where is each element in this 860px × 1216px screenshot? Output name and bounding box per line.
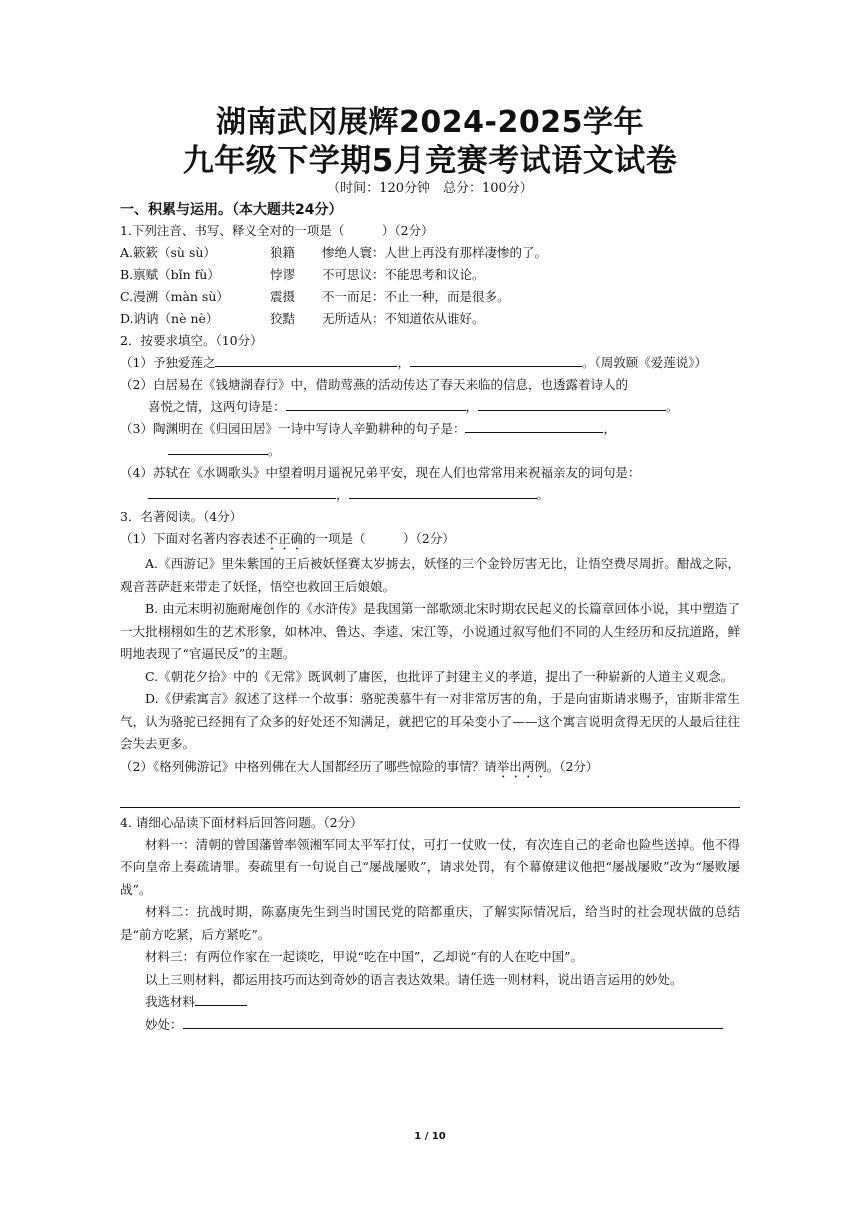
section-heading: 一、积累与运用。（本大题共24分） — [120, 202, 343, 218]
q3-sub1-emphasis: 不正确 — [265, 531, 303, 546]
exam-title-line2: 九年级下学期5月竞赛考试语文试卷 — [182, 143, 678, 179]
q2-part2-line1: （2）白居易在《钱塘湖春行》中，借助莺燕的活动传达了春天来临的信息，也透露着诗人的 — [120, 377, 628, 392]
q4-choose-line — [120, 991, 740, 1014]
q3-option-b: B. 由元末明初施耐庵创作的《水浒传》是我国第一部歌颂北宋时期农民起义的长篇章回体小说，其中塑造了一大批栩栩如生的艺术形象，如林冲、鲁达、李逵、宋江等，小说通过叙写他们不同的人生经历和反抗道路，鲜明地表现了“官逼民反”的主题。 — [120, 601, 740, 661]
answer-blank[interactable] — [215, 352, 397, 367]
q4-material-2: 材料二：抗战时期，陈嘉庚先生到当时国民党的陪都重庆，了解实际情况后，给当时的社会现状做的总结是“前方吃紧，后方紧吃”。 — [120, 904, 740, 942]
q4-effect-label: 妙处： — [145, 1016, 183, 1032]
q1-option-word: A.簌簌（sù sù） — [120, 245, 216, 260]
q1-option-word: D.讷讷（nè nè） — [120, 311, 219, 326]
answer-blank[interactable] — [465, 418, 603, 433]
q4-material-1: 材料一：清朝的曾国藩曾率领湘军同太平军打仗，可打一仗败一仗，有次连自己的老命也险些送掉。他不得不向皇帝上奏疏请罪。奏疏里有一句说自己“屡战屡败”，请求处罚，有个幕僚建议他把“屡战屡败”改为“屡败屡战”。 — [120, 836, 740, 897]
q3-sub2-emphasis: 举出两例 — [496, 758, 547, 774]
q1-stem: 1.下列注音、书写、释义全对的一项是（ ）（2分） — [120, 223, 434, 238]
exam-subtitle: （时间：120分钟 总分：100分） — [327, 181, 533, 196]
q1-option-def: 无所适从：不知道依从谁好。 — [322, 311, 485, 326]
answer-blank[interactable] — [183, 1014, 723, 1029]
q2-part2-line2: 喜悦之情，这两句诗是： ， 。 — [120, 396, 740, 418]
q2-part1-suffix: 。（周敦颐《爱莲说》） — [581, 355, 707, 370]
q4-stem: 4. 请细心品读下面材料后回答问题。（2分） — [120, 814, 363, 830]
q4-material-3: 材料三：有两位作家在一起谈吃，甲说“吃在中国”，乙却说“有的人在吃中国”。 — [145, 949, 584, 964]
q3-option-c: C.《朝花夕拾》中的《无常》既讽刺了庸医，也批评了封建主义的孝道，提出了一种崭新的人道主义观念。 — [145, 668, 734, 684]
q1-option-d — [120, 308, 740, 330]
q1-option-c — [120, 286, 740, 308]
q2-part4-line1: （4）苏轼在《水调歌头》中望着明月遥祝兄弟平安，现在人们也常常用来祝福亲友的词句是： — [120, 465, 641, 480]
q1-option-b — [120, 264, 740, 286]
q3-option-a: A.《西游记》里朱紫国的王后被妖怪赛太岁掳去，妖怪的三个金铃厉害无比，让悟空费尽周折。酣战之际，观音菩萨赶来带走了妖怪，悟空也救回王后娘娘。 — [120, 556, 740, 594]
q1-option-word: B.禀赋（bǐn fù） — [120, 267, 220, 282]
q1-option-term: 狡黠 — [270, 311, 296, 326]
q1-option-term: 震摄 — [270, 289, 296, 304]
q4-choose-label: 我选材料 — [145, 994, 196, 1009]
q1-option-def: 不一而足：不止一种，而是很多。 — [322, 289, 510, 304]
q1-option-word: C.漫溯（màn sù） — [120, 289, 229, 304]
q1-option-term: 悖谬 — [270, 267, 296, 282]
q1-option-term: 狼籍 — [270, 245, 296, 260]
q3-sub2-suffix: 。（2分） — [546, 758, 599, 774]
exam-title-line1: 湖南武冈展辉2024-2025学年 — [216, 105, 644, 140]
q2-stem: 2．按要求填空。（10分） — [120, 333, 263, 348]
q3-stem: 3．名著阅读。（4分） — [120, 509, 243, 524]
q4-instruction: 以上三则材料，都运用技巧而达到奇妙的语言表达效果。请任选一则材料，说出语言运用的妙处。 — [145, 971, 683, 987]
answer-blank[interactable] — [168, 440, 268, 455]
answer-blank[interactable] — [478, 396, 666, 411]
q2-part3-prefix: （3）陶渊明在《归园田居》一诗中写诗人辛勤耕种的句子是： — [120, 421, 466, 436]
q3-sub2 — [120, 756, 740, 781]
q2-part1: （1）予独爱莲之 ， 。（周敦颐《爱莲说》） — [120, 352, 740, 374]
q3-sub1 — [120, 528, 740, 553]
q2-part1-prefix: （1）予独爱莲之 — [120, 355, 216, 370]
q3-sub2-prefix: （2）《格列佛游记》中格列佛在大人国都经历了哪些惊险的事情？请 — [120, 758, 497, 774]
answer-line[interactable] — [120, 781, 740, 808]
q2-part3-line1: （3）陶渊明在《归园田居》一诗中写诗人辛勤耕种的句子是： ， — [120, 418, 740, 440]
q2-part4-line2: ， 。 — [120, 484, 740, 506]
q3-sub1-suffix: 的一项是（ ）（2分） — [302, 531, 455, 546]
q3-sub1-prefix: （1）下面对名著内容表述 — [120, 531, 266, 546]
answer-blank[interactable] — [148, 484, 336, 499]
answer-blank[interactable] — [286, 396, 466, 411]
q1-option-def: 不可思议：不能思考和议论。 — [322, 267, 485, 282]
q1-option-a — [120, 242, 740, 264]
answer-blank[interactable] — [410, 352, 582, 367]
q3-option-d: D.《伊索寓言》叙述了这样一个故事：骆驼羡慕牛有一对非常厉害的角，于是向宙斯请求赐予，宙斯非常生气，认为骆驼已经拥有了众多的好处还不知满足，就把它的耳朵变小了——这个寓言说明贪得无厌的人最后往往会失去更多。 — [120, 691, 740, 751]
exam-page — [120, 104, 740, 1036]
q2-part2-prefix: 喜悦之情，这两句诗是： — [148, 399, 286, 414]
q4-effect-line — [120, 1014, 740, 1037]
answer-blank[interactable] — [195, 991, 247, 1006]
q2-part3-line2: 。 — [120, 440, 740, 462]
q1-option-def: 惨绝人寰：人世上再没有那样凄惨的了。 — [322, 245, 548, 260]
page-number: 1 / 10 — [414, 1131, 446, 1142]
answer-blank[interactable] — [349, 484, 537, 499]
